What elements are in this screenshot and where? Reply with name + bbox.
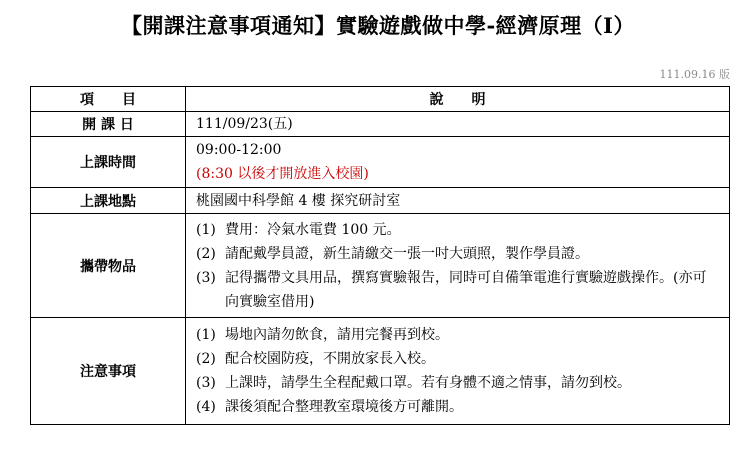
row-course-date [31, 112, 730, 137]
label-notes: 注意事項 [31, 318, 186, 425]
note-class-time: (8:30 以後才開放進入校園) [196, 166, 369, 182]
list-item [196, 395, 729, 419]
cell-notes [186, 318, 730, 425]
item-text: 場地內請勿飲食，請用完餐再到校。 [225, 327, 449, 343]
row-bring-items [31, 214, 730, 318]
course-info-table [30, 86, 730, 425]
item-number: (3) [196, 375, 216, 391]
cell-class-time [186, 137, 730, 188]
item-text: 上課時，請學生全程配戴口罩。若有身體不適之情事，請勿到校。 [225, 375, 631, 391]
notes-list [196, 323, 729, 419]
header-item: 項 目 [31, 87, 186, 112]
item-text: 配合校園防疫，不開放家長入校。 [225, 351, 435, 367]
label-bring-items: 攜帶物品 [31, 214, 186, 318]
version-label: 111.09.16 版 [659, 68, 730, 81]
label-class-time: 上課時間 [31, 137, 186, 188]
item-text: 記得攜帶文具用品，撰寫實驗報告，同時可自備筆電進行實驗遊戲操作。(亦可向實驗室借用) [225, 269, 707, 310]
document-title: 【開課注意事項通知】實驗遊戲做中學-經濟原理（I） [120, 13, 636, 38]
label-course-date: 開 課 日 [31, 112, 186, 137]
item-text: 費用：冷氣水電費 100 元。 [225, 221, 401, 238]
row-class-place [31, 188, 730, 214]
list-item [196, 242, 729, 266]
item-number: (3) [196, 269, 216, 286]
value-course-date: 111/09/23(五) [186, 112, 730, 137]
table-header-row [31, 87, 730, 112]
list-item [196, 218, 729, 242]
item-number: (4) [196, 399, 216, 415]
item-text: 課後須配合整理教室環境後方可離開。 [225, 399, 463, 415]
item-number: (2) [196, 245, 216, 262]
list-item [196, 266, 729, 314]
cell-bring-items [186, 214, 730, 318]
bring-items-list [196, 218, 729, 314]
label-class-place: 上課地點 [31, 188, 186, 214]
list-item [196, 347, 729, 371]
list-item [196, 323, 729, 347]
value-class-time: 09:00-12:00 [196, 142, 282, 158]
item-number: (2) [196, 351, 216, 367]
row-notes [31, 318, 730, 425]
row-class-time [31, 137, 730, 188]
item-number: (1) [196, 221, 216, 238]
item-number: (1) [196, 327, 216, 343]
list-item [196, 371, 729, 395]
value-class-place: 桃園國中科學館 4 樓 探究研討室 [186, 188, 730, 214]
header-description: 說 明 [186, 87, 730, 112]
item-text: 請配戴學員證，新生請繳交一張一吋大頭照，製作學員證。 [225, 245, 589, 262]
